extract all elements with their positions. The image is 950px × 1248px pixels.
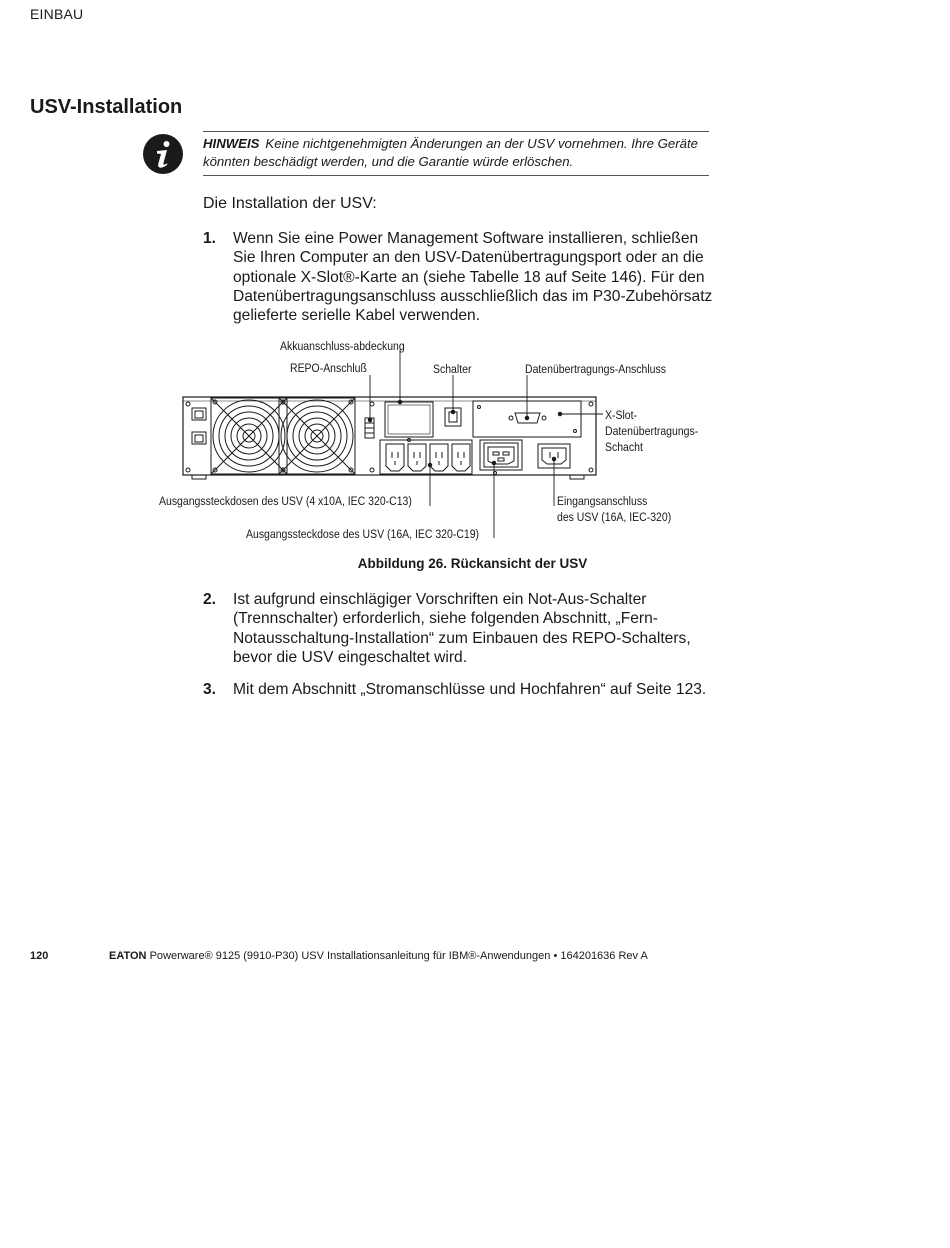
footer-brand: EATON [109,950,147,962]
label-repo-port: REPO-Anschluß [290,361,367,375]
label-input-line2: des USV (16A, IEC-320) [557,510,672,524]
step-2 [203,590,723,667]
step-text: Wenn Sie eine Power Management Software installieren, schließen Sie Ihren Computer an den USV-Datenübertragungsport oder an die optionale X-Slot®-Karte an (siehe Tabelle 18 auf Seite 146). Für den Datenübertragungsanschluss ausschließlich das im P30-Zubehörsatz gelieferte serielle Kabel verwenden. [233,230,713,325]
running-header: EINBAU [30,6,84,22]
step-text: Mit dem Abschnitt „Stromanschlüsse und Hochfahren“ auf Seite 123. [233,681,707,698]
label-switch: Schalter [433,362,472,376]
step-1 [203,229,723,325]
figure-caption: Abbildung 26. Rückansicht der USV [357,556,588,571]
footer [109,950,648,962]
info-icon [143,134,183,174]
step-number: 1. [203,230,217,247]
step-text: Ist aufgrund einschlägiger Vorschriften ein Not-Aus-Schalter (Trennschalter) erforderlich, siehe folgenden Abschnitt, „Fern-Notausschaltung-Installation“ zum Einbauen des REPO-Schalters, bevor die USV eingeschaltet wird. [233,591,691,666]
note-label: HINWEIS [203,136,260,151]
step-3 [203,680,723,699]
c13-outlets [386,444,470,471]
step-number: 3. [203,681,217,698]
label-battery-cover: Akkuanschluss-abdeckung [280,339,405,353]
label-comm-port: Datenübertragungs-Anschluss [525,362,666,376]
c13-outlet-1 [386,444,404,471]
footer-text: Powerware® 9125 (9910-P30) USV Installationsanleitung für IBM®-Anwendungen • 164201636 Rev A [149,950,648,962]
c13-outlet-3 [430,444,448,471]
fan-1 [211,398,287,474]
label-outlets-c13: Ausgangssteckdosen des USV (4 x10A, IEC 320-C13) [159,494,412,508]
c13-outlet-4 [452,444,470,471]
label-xslot-line3: Schacht [605,440,643,454]
c13-outlet-2 [408,444,426,471]
note-text: Keine nichtgenehmigten Änderungen an der USV vornehmen. Ihre Geräte könnten beschädigt werden, und die Garantie würde erlöschen. [203,136,698,169]
note-box [203,131,709,176]
page-number: 120 [30,950,49,962]
label-xslot-line2: Datenübertragungs- [605,424,699,438]
fan-2 [279,398,355,474]
cooling-fans [211,398,355,474]
label-xslot-line1: X-Slot- [605,408,638,422]
label-outlet-c19: Ausgangssteckdose des USV (16A, IEC 320-C19) [246,527,480,541]
ups-rear-view-figure [150,330,750,590]
label-input-line1: Eingangsanschluss [557,494,648,508]
step-number: 2. [203,591,217,608]
intro-text: Die Installation der USV: [203,195,377,212]
page-title: USV-Installation [30,96,183,118]
